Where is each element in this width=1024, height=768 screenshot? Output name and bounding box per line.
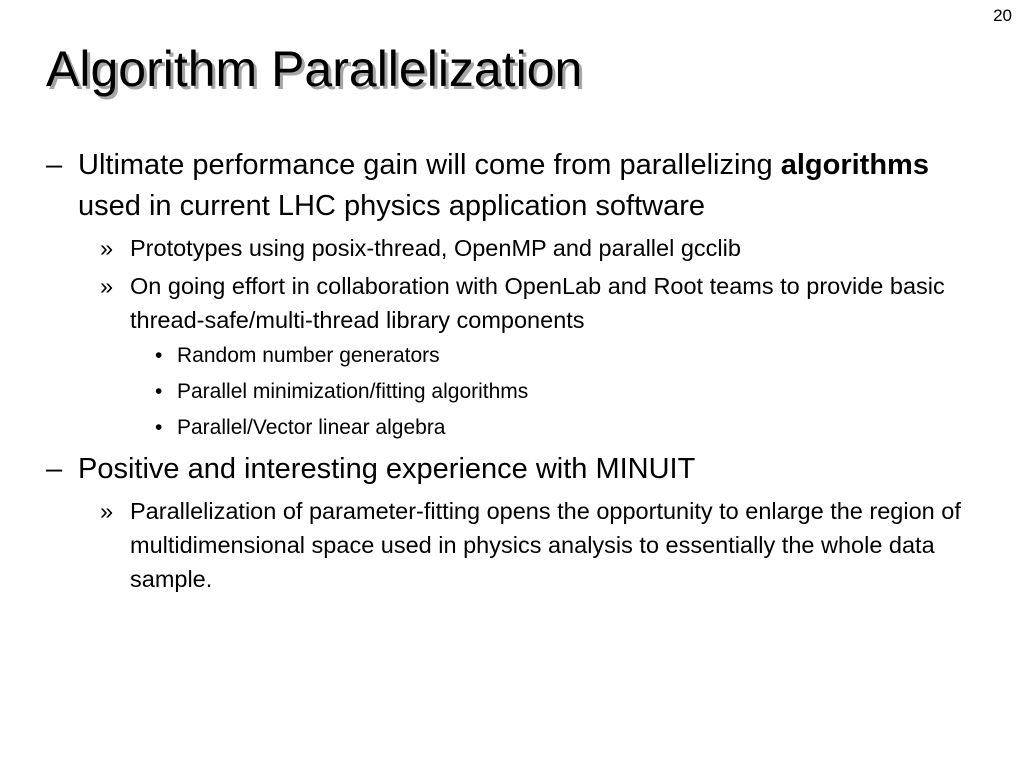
bullet-level3 bbox=[0, 377, 1024, 407]
bullet-list bbox=[0, 145, 1024, 600]
guillemet-marker: » bbox=[100, 273, 114, 299]
bullet-level2 bbox=[0, 269, 984, 337]
bullet-text: Prototypes using posix-thread, OpenMP and parallel gcclib bbox=[130, 235, 741, 261]
bullet-level2 bbox=[0, 231, 984, 265]
dot-marker: • bbox=[155, 344, 163, 367]
bullet-level3 bbox=[0, 341, 1024, 371]
guillemet-marker: » bbox=[100, 235, 114, 261]
bullet-text: used in current LHC physics application software bbox=[78, 190, 706, 222]
bullet-text: Ultimate performance gain will come from parallelizing bbox=[78, 149, 781, 181]
dot-marker: • bbox=[155, 416, 163, 439]
bullet-level2 bbox=[0, 494, 984, 596]
bullet-text: Parallel minimization/fitting algorithms bbox=[177, 380, 529, 403]
guillemet-marker: » bbox=[100, 498, 114, 524]
bullet-text: Parallelization of parameter-fitting opens the opportunity to enlarge the region of multidimensional space used in physics analysis to essentially the whole data sample. bbox=[130, 498, 961, 592]
dash-marker: – bbox=[46, 453, 63, 485]
slide-number: 20 bbox=[993, 6, 1012, 25]
bullet-text: On going effort in collaboration with OpenLab and Root teams to provide basic thread-safe/multi-thread library components bbox=[130, 273, 945, 333]
bullet-level1 bbox=[0, 449, 944, 490]
slide-title: Algorithm Parallelization bbox=[46, 41, 583, 97]
bullet-level1 bbox=[0, 145, 944, 227]
bullet-text: Parallel/Vector linear algebra bbox=[177, 416, 446, 439]
bullet-text: Positive and interesting experience with MINUIT bbox=[78, 453, 696, 485]
dot-marker: • bbox=[155, 380, 163, 403]
bullet-bold-text: algorithms bbox=[780, 149, 929, 181]
dash-marker: – bbox=[46, 149, 63, 181]
bullet-level3 bbox=[0, 413, 1024, 443]
bullet-text: Random number generators bbox=[177, 344, 440, 367]
